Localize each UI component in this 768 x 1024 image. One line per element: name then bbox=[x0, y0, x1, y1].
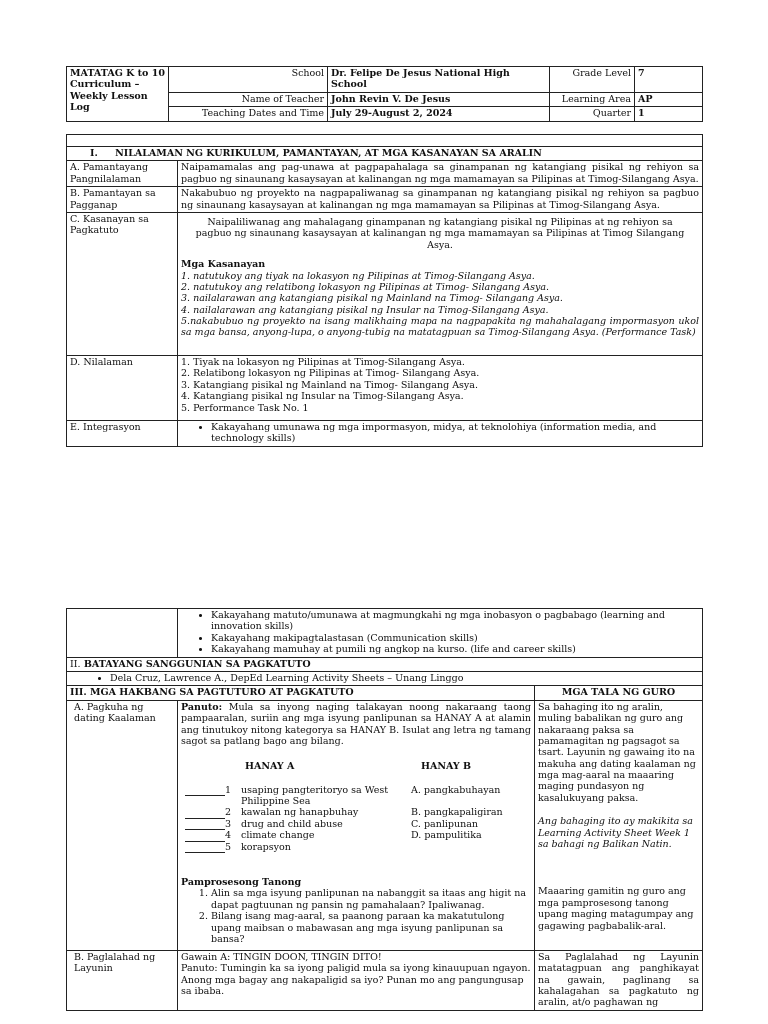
answer-blank[interactable] bbox=[185, 832, 225, 842]
hanay-a-item: korapsyon bbox=[241, 841, 291, 853]
quarter-label: Quarter bbox=[550, 107, 635, 121]
section2-title: BATAYANG SANGGUNIAN SA PAGKATUTO bbox=[83, 658, 311, 670]
row-3b-content bbox=[178, 950, 535, 1010]
row-a-label: A. Pamantayang Pangnilalaman bbox=[67, 161, 178, 187]
row-c-content bbox=[178, 212, 703, 355]
section2-content bbox=[67, 671, 703, 685]
section2-heading bbox=[67, 657, 703, 671]
hanay-b-item: D. pampulitika bbox=[411, 830, 482, 842]
hanay-b-item: C. panlipunan bbox=[411, 818, 479, 830]
sanggunian-item: • Dela Cruz, Lawrence A., DepEd Learning Activity Sheets – Unang Linggo bbox=[110, 673, 699, 684]
row-b-text: Nakabubuo ng proyekto na nagpapaliwanag sa ginampanan ng katangiang pisikal ng rehiyon sa pagbuo ng sinaunang kasaysayan at kalinangan ng mga mamamayan sa Pilipinas at Timog-Silangang Asya. bbox=[178, 187, 703, 213]
grade-value: 7 bbox=[635, 67, 703, 93]
page2-table bbox=[66, 608, 703, 1011]
area-label: Learning Area bbox=[550, 92, 635, 106]
matching-number: 3 bbox=[225, 818, 232, 830]
section1-numeral: I. bbox=[90, 148, 98, 159]
answer-blank[interactable] bbox=[185, 843, 225, 853]
row-e-label: E. Integrasyon bbox=[67, 420, 178, 446]
quarter-value: 1 bbox=[635, 107, 703, 121]
matching-row bbox=[181, 842, 531, 853]
kasanayan-item: 3. nailalarawan ang katangiang pisikal ng Mainland na Timog- Silangang Asya. bbox=[181, 293, 563, 305]
matching-number: 2 bbox=[225, 807, 232, 819]
pamprosesong-heading: Pamprosesong Tanong bbox=[181, 877, 302, 889]
hanay-a-item: climate change bbox=[241, 830, 315, 842]
header-table bbox=[66, 66, 703, 122]
answer-blank[interactable] bbox=[185, 809, 225, 819]
pamprosesong-item: 2. Bilang isang mag-aaral, sa paanong paraan ka makatutulong upang maibsan o mabawasan ang mga isyung panlipunan sa bansa? bbox=[211, 911, 531, 945]
kasanayan-item: 1. natutukoy ang tiyak na lokasyon ng Pilipinas at Timog-Silangang Asya. bbox=[181, 270, 535, 282]
nilalaman-item: 1. Tiyak na lokasyon ng Pilipinas at Timog-Silangang Asya. bbox=[181, 356, 465, 368]
row-3a-label bbox=[67, 700, 178, 950]
kasanayan-item: 4. nailalarawan ang katangiang pisikal ng Insular na Timog-Silangang Asya. bbox=[181, 304, 549, 316]
section1-heading bbox=[67, 147, 703, 161]
answer-blank[interactable] bbox=[185, 820, 225, 830]
row-3b-label-text: B. Paglalahad ng Layunin bbox=[74, 951, 156, 975]
matching-number: 1 bbox=[225, 784, 232, 796]
kasanayan-heading: Mga Kasanayan bbox=[181, 259, 266, 271]
integrasyon-item: • Kakayahang matuto/umunawa at magmungkahi ng mga inobasyon o pagbabago (learning and innovation skills) bbox=[211, 610, 699, 633]
section3-heading: III. MGA HAKBANG SA PAGTUTURO AT PAGKATUTO bbox=[67, 686, 535, 700]
row-3a-content bbox=[178, 700, 535, 950]
row-e-continued-content bbox=[178, 609, 703, 658]
notes-text: Sa bahaging ito ng aralin, muling babalikan ng guro ang nakaraang paksa sa pamamagitan ng pagsagot sa tsart. Layunin ng gawaing ito na makuha ang dating kaalaman ng mga mag-aaral na maaaring maging pundasyon ng kasalukuyang paksa. bbox=[538, 701, 696, 804]
dates-label: Teaching Dates and Time bbox=[169, 107, 328, 121]
gawain-title: Gawain A: TINGIN DOON, TINGIN DITO! bbox=[181, 951, 382, 963]
row-3b-notes: Sa Paglalahad ng Layunin matatagpuan ang panghikayat na gawain, paglinang sa kahalagahan sa pagkatuto ng aralin, at/o paghawan ng bbox=[535, 950, 703, 1010]
matching-row bbox=[181, 830, 531, 841]
matching-number: 5 bbox=[225, 841, 232, 853]
answer-blank[interactable] bbox=[185, 786, 225, 796]
nilalaman-item: 2. Relatibong lokasyon ng Pilipinas at Timog- Silangang Asya. bbox=[181, 368, 480, 380]
school-value: Dr. Felipe De Jesus National High School bbox=[328, 67, 550, 93]
panuto-label: Panuto: bbox=[181, 701, 223, 713]
row-c-label: C. Kasanayan sa Pagkatuto bbox=[67, 212, 178, 355]
matching-row bbox=[181, 807, 531, 818]
area-value: AP bbox=[635, 92, 703, 106]
blank-row bbox=[67, 135, 703, 147]
nilalaman-item: 3. Katangiang pisikal ng Mainland na Timog- Silangang Asya. bbox=[181, 379, 478, 391]
row-a-text: Naipamamalas ang pag-unawa at pagpapahalaga sa ginampanan ng katangiang pisikal ng rehiyon sa pagbuo ng sinaunang kasaysayan at kalinangan ng mga mamamayan sa Pilipinas at Timog-Silangang Asya. bbox=[178, 161, 703, 187]
school-label: School bbox=[169, 67, 328, 93]
hanay-a-item: usaping pangteritoryo sa West Philippine Sea bbox=[241, 784, 389, 808]
integrasyon-item: • Kakayahang umunawa ng mga impormasyon, midya, at teknolohiya (information media, and technology skills) bbox=[211, 422, 699, 445]
row-e-content bbox=[178, 420, 703, 446]
row-e-continued-label bbox=[67, 609, 178, 658]
hanay-a-item: drug and child abuse bbox=[241, 818, 343, 830]
matching-list bbox=[181, 785, 531, 853]
section2-numeral: II. bbox=[70, 658, 81, 670]
integrasyon-item: • Kakayahang makipagtalastasan (Communication skills) bbox=[211, 633, 699, 644]
matching-row bbox=[181, 785, 531, 808]
integrasyon-item: • Kakayahang mamuhay at pumili ng angkop na kurso. (life and career skills) bbox=[211, 644, 699, 655]
hanay-a-item: kawalan ng hanapbuhay bbox=[241, 807, 359, 819]
lesson-log-title: MATATAG K to 10 Curriculum – Weekly Lesson Log bbox=[67, 67, 169, 122]
hanay-b-item: A. pangkabuhayan bbox=[411, 784, 501, 796]
notes-heading: MGA TALA NG GURO bbox=[535, 686, 703, 700]
hanay-b-item bbox=[411, 842, 521, 853]
row-d-content bbox=[178, 355, 703, 420]
hanay-a-heading: HANAY A bbox=[245, 761, 295, 773]
panuto-text: Mula sa inyong naging talakayan noong nakaraang taong pampaaralan, suriin ang mga isyung panlipunan sa HANAY A at alamin ang tinutukoy nitong kategorya sa HANAY B. Isulat ang letra ng tamang sagot sa patlang bago ang bilang. bbox=[181, 701, 531, 747]
matching-number: 4 bbox=[225, 830, 232, 842]
nilalaman-item: 5. Performance Task No. 1 bbox=[181, 402, 309, 414]
notes-text: Maaaring gamitin ng guro ang mga pamprosesong tanong upang maging matagumpay ang gagawing pagbabalik-aral. bbox=[538, 886, 694, 932]
row-b-label: B. Pamantayan sa Pagganap bbox=[67, 187, 178, 213]
matching-row bbox=[181, 819, 531, 830]
nilalaman-item: 4. Katangiang pisikal ng Insular na Timog-Silangang Asya. bbox=[181, 391, 464, 403]
teacher-label: Name of Teacher bbox=[169, 92, 328, 106]
notes-text: Ang bahaging ito ay makikita sa Learning Activity Sheet Week 1 sa bahagi ng Balikan Natin. bbox=[538, 816, 693, 851]
hanay-b-item: B. pangkapaligiran bbox=[411, 807, 503, 819]
row-3a-label-text: A. Pagkuha ng dating Kaalaman bbox=[74, 701, 156, 725]
section1-table bbox=[66, 134, 703, 447]
teacher-value: John Revin V. De Jesus bbox=[328, 92, 550, 106]
grade-label: Grade Level bbox=[550, 67, 635, 93]
kasanayan-item: 5.nakabubuo ng proyekto na isang malikhaing mapa na nagpapakita ng mahahalagang impormasyon ukol sa mga bansa, anyong-lupa, o anyong-tubig na matatagpuan sa Timog-Silangang Asya. (Performance Task) bbox=[181, 316, 699, 339]
gawain-panuto: Panuto: Tumingin ka sa iyong paligid mula sa iyong kinauupuan ngayon. Anong mga bagay ang nakapaligid sa iyo? Punan mo ang pangungusap sa ibaba. bbox=[181, 963, 531, 997]
section1-title: NILALAMAN NG KURIKULUM, PAMANTAYAN, AT MGA KASANAYAN SA ARALIN bbox=[115, 148, 542, 159]
row-d-label: D. Nilalaman bbox=[67, 355, 178, 420]
kasanayan-intro: Naipaliliwanag ang mahalagang ginampanan ng katangiang pisikal ng Pilipinas at ng rehiyon sa pagbuo ng sinaunang kasaysayan at kalinangan ng mga mamamayan sa Pilipinas at Timog Silangang Asya. bbox=[195, 216, 685, 251]
pamprosesong-list bbox=[181, 888, 531, 945]
hanay-b-heading: HANAY B bbox=[421, 761, 472, 773]
row-3b-label bbox=[67, 950, 178, 1010]
row-3a-notes bbox=[535, 700, 703, 950]
pamprosesong-item: 1. Alin sa mga isyung panlipunan na nabanggit sa itaas ang higit na dapat pagtuunan ng pansin ng pamahalaan? Ipaliwanag. bbox=[211, 888, 531, 911]
kasanayan-item: 2. natutukoy ang relatibong lokasyon ng Pilipinas at Timog- Silangang Asya. bbox=[181, 281, 550, 293]
dates-value: July 29-August 2, 2024 bbox=[328, 107, 550, 121]
